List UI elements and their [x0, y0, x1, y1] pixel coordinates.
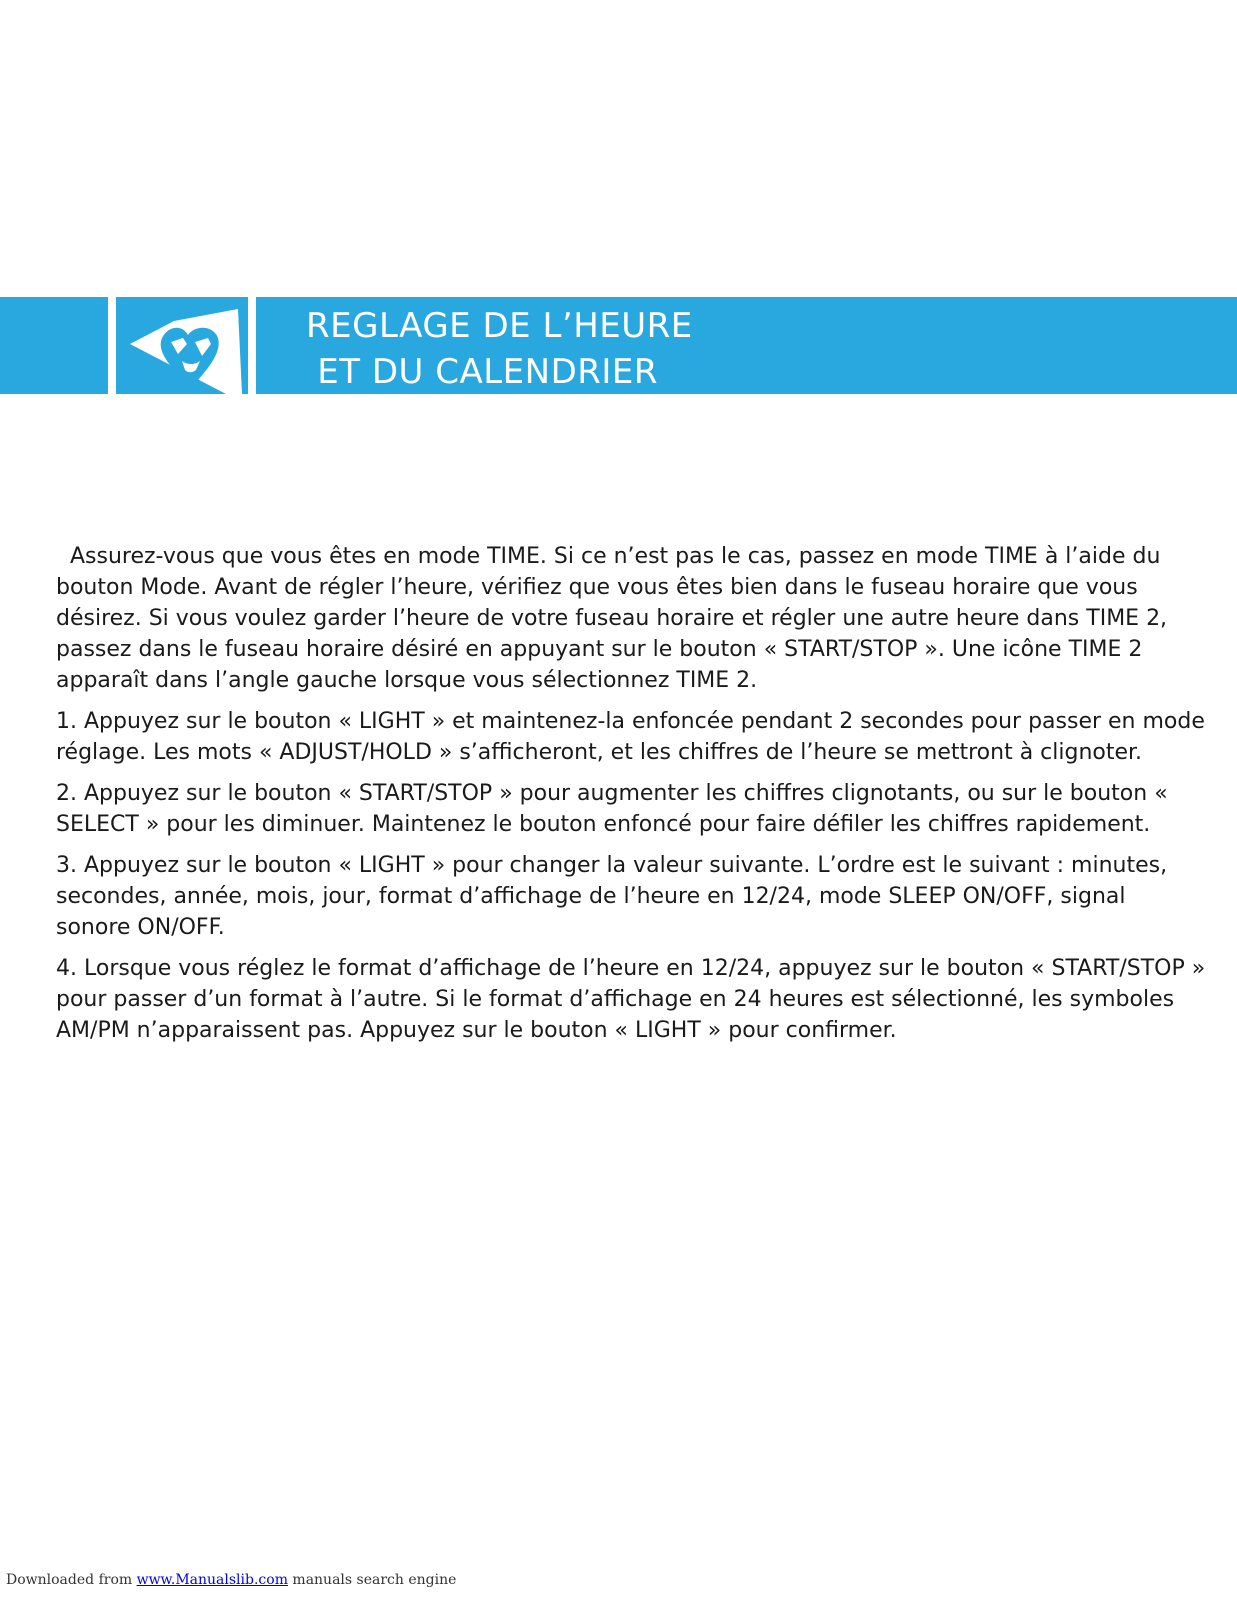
header-title-panel [256, 297, 1237, 394]
page-title [306, 303, 693, 395]
manualslib-link[interactable]: www.Manualslib.com [136, 1572, 288, 1588]
footer-note [6, 1572, 456, 1588]
page-title-line-1: REGLAGE DE L’HEURE [306, 306, 693, 346]
footer-prefix: Downloaded from [6, 1572, 137, 1588]
header-band [0, 297, 1237, 394]
logo-panel [116, 297, 248, 394]
header-band-left [0, 297, 108, 394]
page-title-line-2: ET DU CALENDRIER [306, 352, 659, 392]
step-4: 4. Lorsque vous réglez le format d’affichage de l’heure en 12/24, appuyez sur le bouton « START/STOP » pour passer d’un format à l’autre. Si le format d’affichage en 24 heures est sélectionné, les symboles AM/PM n’apparaissent pas. Appuyez sur le bouton « LIGHT » pour confirmer. [56, 956, 1206, 1043]
step-3: 3. Appuyez sur le bouton « LIGHT » pour changer la valeur suivante. L’ordre est le suivant : minutes, secondes, année, mois, jour, format d’affichage de l’heure en 12/24, mode SLEEP ON/OFF, signal sonore ON/OFF. [56, 853, 1168, 940]
footer-suffix: manuals search engine [287, 1572, 457, 1588]
step-1: 1. Appuyez sur le bouton « LIGHT » et maintenez-la enfoncée pendant 2 secondes pour passer en mode réglage. Les mots « ADJUST/HOLD » s’afficheront, et les chiffres de l’heure se mettront à clignoter. [56, 709, 1205, 765]
instructions-body [56, 541, 1206, 1056]
intro-paragraph: Assurez-vous que vous êtes en mode TIME. Si ce n’est pas le cas, passez en mode TIME à l’aide du bouton Mode. Avant de régler l’heure, vérifiez que vous êtes bien dans le fuseau horaire que vous désirez. Si vous voulez garder l’heure de votre fuseau horaire et régler une autre heure dans TIME 2, passez dans le fuseau horaire désiré en appuyant sur le bouton « START/STOP ». Une icône TIME 2 apparaît dans l’angle gauche lorsque vous sélectionnez TIME 2. [56, 544, 1168, 693]
heart-logo-icon [116, 297, 248, 394]
step-2: 2. Appuyez sur le bouton « START/STOP » pour augmenter les chiffres clignotants, ou sur le bouton « SELECT » pour les diminuer. Maintenez le bouton enfoncé pour faire défiler les chiffres rapidement. [56, 781, 1168, 837]
